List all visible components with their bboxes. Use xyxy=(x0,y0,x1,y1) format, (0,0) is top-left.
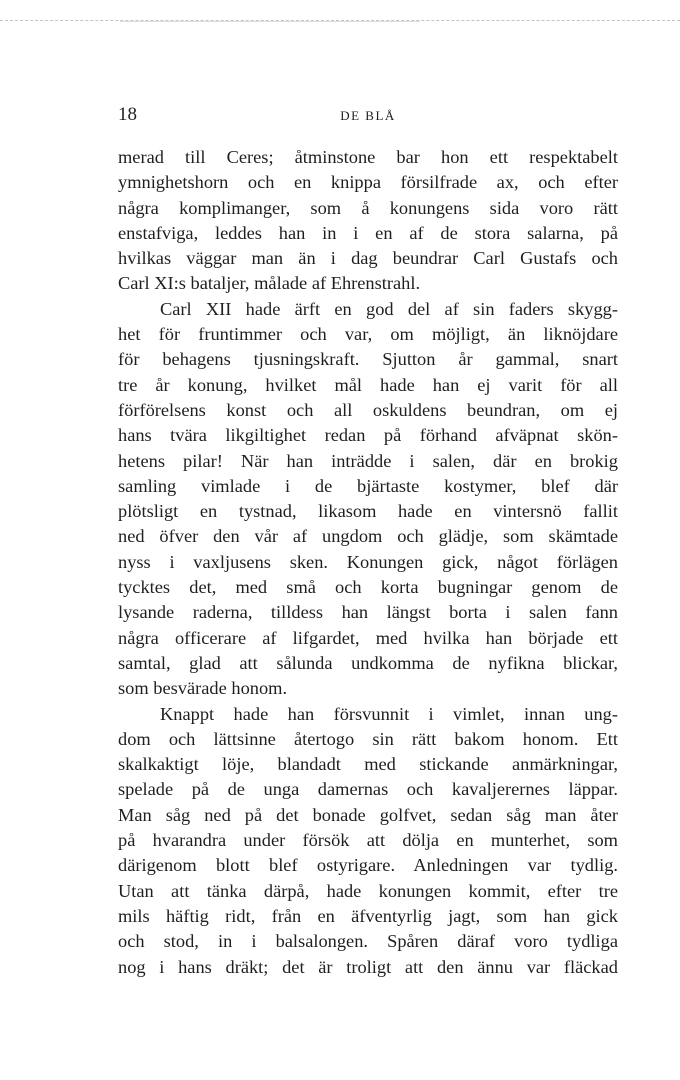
text-line: förförelsens konst och all oskuldens beundran, om ej xyxy=(118,399,618,420)
text-line: Carl XI:s bataljer, målade af Ehrenstrahl. xyxy=(118,273,421,294)
text-line: ymnighetshorn och en knippa försilfrade ax, och efter xyxy=(118,172,618,193)
text-line: plötsligt en tystnad, likasom hade en vintersnö fallit xyxy=(118,501,618,522)
text-line: enstafviga, leddes han in i en af de stora salarna, på xyxy=(118,222,618,243)
text-line: några komplimanger, som å konungens sida voro rätt xyxy=(118,197,618,218)
text-line: het för fruntimmer och var, om möjligt, än liknöjdare xyxy=(118,324,618,345)
body-text xyxy=(118,145,618,980)
text-line: hetens pilar! När han inträdde i salen, där en brokig xyxy=(118,450,618,471)
text-line: nyss i vaxljusens sken. Konungen gick, något förlägen xyxy=(118,551,618,572)
text-line: tycktes det, med små och korta bugningar genom de xyxy=(118,577,618,598)
text-line: merad till Ceres; åtminstone bar hon ett respektabelt xyxy=(118,147,618,167)
page-header xyxy=(118,104,618,126)
running-head: DE BLÅ xyxy=(340,108,396,123)
text-line: hvilkas väggar man än i dag beundrar Carl Gustafs och xyxy=(118,248,618,269)
text-line: för behagens tjusningskraft. Sjutton år gammal, snart xyxy=(118,349,618,370)
text-line: mils häftig ridt, från en äfventyrlig jagt, som han gick xyxy=(118,905,618,926)
page-number: 18 xyxy=(118,104,137,125)
text-line: hans tvära likgiltighet redan på förhand afväpnat skön- xyxy=(118,425,618,446)
text-line: lysande raderna, tilldess han längst borta i salen fann xyxy=(118,602,618,623)
text-line: några officerare af lifgardet, med hvilka han började ett xyxy=(118,627,618,648)
scan-edge-line-secondary xyxy=(120,21,420,22)
text-line: och stod, in i balsalongen. Spåren däraf voro tydliga xyxy=(118,931,618,952)
text-line: Carl XII hade ärft en god del af sin faders skygg- xyxy=(160,298,618,319)
text-line: tre år konung, hvilket mål hade han ej varit för all xyxy=(118,374,618,395)
text-line: Man såg ned på det bonade golfvet, sedan såg man åter xyxy=(118,804,618,825)
text-line: på hvarandra under försök att dölja en munterhet, som xyxy=(118,830,618,851)
text-line: som besvärade honom. xyxy=(118,678,288,699)
text-line: skalkaktigt löje, blandadt med stickande anmärkningar, xyxy=(118,754,618,775)
text-line: samtal, glad att sålunda undkomma de nyfikna blickar, xyxy=(118,652,618,673)
text-line: Utan att tänka därpå, hade konungen kommit, efter tre xyxy=(118,880,618,901)
text-line: samling vimlade i de bjärtaste kostymer, blef där xyxy=(118,475,618,496)
text-line: spelade på de unga damernas och kavaljerernes läppar. xyxy=(118,779,618,800)
text-line: Knappt hade han försvunnit i vimlet, innan ung- xyxy=(160,703,618,724)
text-line: nog i hans dräkt; det är troligt att den ännu var fläckad xyxy=(118,956,618,977)
text-line: ned öfver den vår af ungdom och glädje, som skämtade xyxy=(118,526,618,547)
text-line: dom och lättsinne återtogo sin rätt bakom honom. Ett xyxy=(118,728,618,749)
text-line: därigenom blott blef ostyrigare. Anledningen var tydlig. xyxy=(118,855,618,876)
